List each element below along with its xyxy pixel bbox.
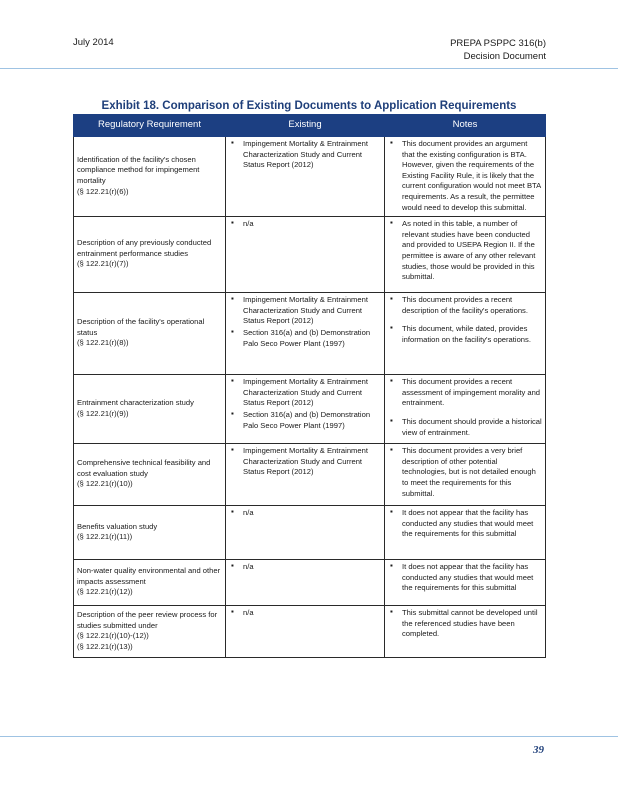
table-row <box>74 606 546 658</box>
notes-bullet-item: ▪ This document, while dated, provides information on the facility's operations. <box>388 324 542 345</box>
column-header-existing: Existing <box>226 115 385 137</box>
page-number: 39 <box>533 744 544 756</box>
notes-bullet-item: ▪ This document provides a very brief description of other potential technologies, but is not detailed enough to meet the requirements for this submittal. <box>388 446 542 499</box>
requirement-text: Entrainment characterization study <box>77 398 194 408</box>
requirement-text: Description of the facility's operational status <box>77 317 205 337</box>
existing-cell <box>226 375 385 444</box>
existing-cell <box>226 137 385 217</box>
requirement-text: (§ 122.21(r)(6)) <box>77 186 129 196</box>
requirement-text: (§ 122.21(r)(7)) <box>77 259 129 269</box>
requirement-text: Non-water quality environmental and other impacts assessment <box>77 566 221 586</box>
table-row <box>74 506 546 560</box>
table-row <box>74 560 546 606</box>
notes-cell <box>385 375 546 444</box>
requirement-text: (§ 122.21(r)(10)) <box>77 479 133 489</box>
notes-cell <box>385 506 546 560</box>
notes-bullet-item: ▪ This document provides a recent description of the facility's operations. <box>388 295 542 316</box>
requirement-text: Comprehensive technical feasibility and cost evaluation study <box>77 458 211 478</box>
requirement-text: Description of any previously conducted entrainment performance studies <box>77 238 212 258</box>
existing-cell <box>226 217 385 293</box>
requirement-text: (§ 122.21(r)(8)) <box>77 338 129 348</box>
requirement-cell <box>74 217 226 293</box>
header-document-title <box>450 37 546 63</box>
notes-cell <box>385 137 546 217</box>
table-header-row <box>74 115 546 137</box>
notes-bullet-item: ▪ This document provides an argument that the existing configuration is BTA. However, given the requirements of the Existing Facility Rule, it is likely that the current configuration would not meet BTA requirements. As a result, the permittee would need to develop this submittal. <box>388 139 542 213</box>
existing-bullet-item: ▪ Section 316(a) and (b) Demonstration Palo Seco Power Plant (1997) <box>229 410 381 431</box>
existing-cell <box>226 560 385 606</box>
existing-bullet-item: ▪ n/a <box>229 608 381 619</box>
notes-bullet-item: ▪ It does not appear that the facility has conducted any studies that would meet the requirements for this submittal <box>388 508 542 540</box>
notes-cell <box>385 293 546 375</box>
table-body <box>74 137 546 658</box>
table-row <box>74 137 546 217</box>
notes-cell <box>385 560 546 606</box>
requirement-text: Description of the peer review process for studies submitted under <box>77 609 218 630</box>
requirement-cell <box>74 560 226 606</box>
existing-cell <box>226 506 385 560</box>
notes-cell <box>385 444 546 506</box>
table-row <box>74 217 546 293</box>
requirement-text: (§ 122.21(r)(11)) <box>77 532 133 542</box>
requirement-cell <box>74 506 226 560</box>
existing-bullet-item: ▪ Impingement Mortality & Entrainment Characterization Study and Current Status Report (2012) <box>229 446 381 478</box>
existing-cell <box>226 293 385 375</box>
column-header-notes: Notes <box>385 115 546 137</box>
existing-bullet-item: ▪ Impingement Mortality & Entrainment Characterization Study and Current Status Report (2012) <box>229 139 381 171</box>
requirement-text: (§ 122.21(r)(9)) <box>77 408 129 418</box>
notes-bullet-item: ▪ This document provides a recent assessment of impingement morality and entrainment. <box>388 377 542 409</box>
existing-bullet-item: ▪ Section 316(a) and (b) Demonstration Palo Seco Power Plant (1997) <box>229 328 381 349</box>
existing-bullet-item: ▪ Impingement Mortality & Entrainment Characterization Study and Current Status Report (2012) <box>229 295 381 327</box>
notes-bullet-item: ▪ As noted in this table, a number of relevant studies have been conducted and provided to USEPA Region II. If the permittee is aware of any other relevant studies, those would be provided in this submittal. <box>388 219 542 283</box>
requirement-cell <box>74 375 226 444</box>
requirements-table <box>73 114 546 658</box>
existing-bullet-item: ▪ n/a <box>229 508 381 519</box>
existing-cell <box>226 444 385 506</box>
notes-bullet-item: ▪ It does not appear that the facility has conducted any studies that would meet the requirements for this submittal <box>388 562 542 594</box>
header-date: July 2014 <box>73 37 114 48</box>
existing-bullet-item: ▪ Impingement Mortality & Entrainment Characterization Study and Current Status Report (2012) <box>229 377 381 409</box>
requirement-cell <box>74 293 226 375</box>
requirement-cell <box>74 444 226 506</box>
notes-cell <box>385 606 546 658</box>
existing-cell <box>226 606 385 658</box>
requirement-text: Benefits valuation study <box>77 521 158 531</box>
requirement-text: (§ 122.21(r)(13)) <box>77 641 133 651</box>
notes-bullet-item: ▪ This submittal cannot be developed until the referenced studies have been completed. <box>388 608 542 640</box>
table-row <box>74 375 546 444</box>
column-header-requirement: Regulatory Requirement <box>74 115 226 137</box>
table-row <box>74 293 546 375</box>
notes-cell <box>385 217 546 293</box>
existing-bullet-item: ▪ n/a <box>229 562 381 573</box>
header-title-line-1: PREPA PSPPC 316(b) <box>450 38 546 49</box>
requirement-cell <box>74 137 226 217</box>
header-title-line-2: Decision Document <box>463 51 546 62</box>
table-row <box>74 444 546 506</box>
requirement-text: (§ 122.21(r)(10)-(12)) <box>77 631 149 641</box>
exhibit-title: Exhibit 18. Comparison of Existing Documents to Application Requirements <box>101 100 517 112</box>
existing-bullet-item: ▪ n/a <box>229 219 381 230</box>
requirement-text: (§ 122.21(r)(12)) <box>77 587 133 597</box>
requirement-cell <box>74 606 226 658</box>
header-divider <box>0 68 618 69</box>
requirement-text: Identification of the facility's chosen compliance method for impingement mortality <box>77 154 200 186</box>
footer-divider <box>0 736 618 737</box>
notes-bullet-item: ▪ This document should provide a historical view of entrainment. <box>388 417 542 438</box>
